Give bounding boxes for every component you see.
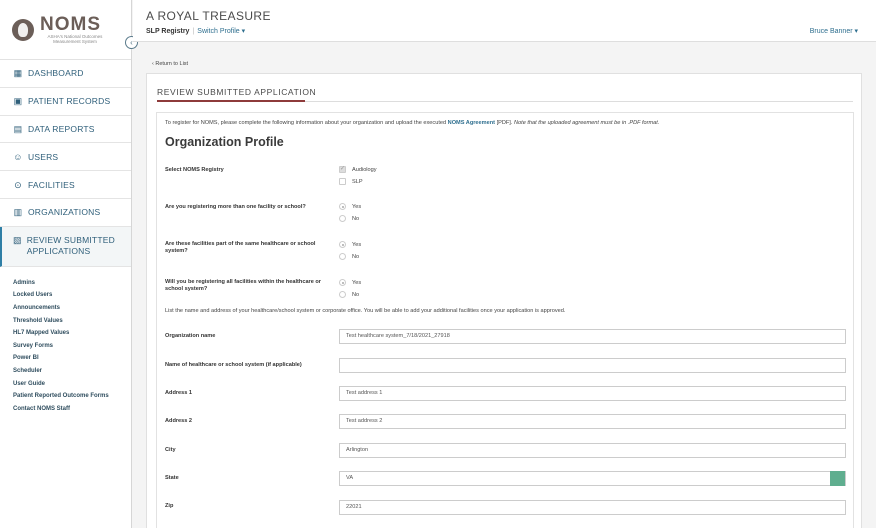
address1-input[interactable]: Test address 1 (339, 386, 846, 401)
link-announcements[interactable]: Announcements (13, 304, 61, 311)
q3-no-radio[interactable] (339, 291, 346, 298)
q3-no-option[interactable] (339, 291, 359, 298)
link-hl7-mapped-values[interactable]: HL7 Mapped Values (13, 330, 70, 337)
logo-subtitle: ASHA's National Outcomes Measurement System (47, 33, 103, 44)
q3-yes-radio[interactable] (339, 279, 346, 286)
zip-label: Zip (165, 503, 174, 509)
noms-logo[interactable] (0, 0, 131, 60)
address1-label: Address 1 (165, 390, 193, 396)
user-menu[interactable]: Bruce Banner ▾ (809, 28, 858, 35)
q2-no-radio[interactable] (339, 253, 346, 260)
records-icon: ▣ (13, 96, 23, 107)
q2-yes-radio[interactable] (339, 241, 346, 248)
link-scheduler[interactable]: Scheduler (13, 367, 43, 374)
link-power-bi[interactable]: Power BI (13, 355, 39, 362)
no-label: No (352, 291, 360, 298)
sidebar-item-label: DASHBOARD (28, 68, 84, 79)
sidebar-nav (0, 60, 131, 267)
slp-checkbox[interactable] (339, 178, 346, 185)
link-contact-noms-staff[interactable]: Contact NOMS Staff (13, 405, 70, 412)
return-to-list-link[interactable]: ‹ Return to List (152, 61, 189, 67)
card-title-underline (157, 100, 305, 102)
system-name-label: Name of healthcare or school system (if applicable) (165, 362, 302, 368)
sidebar-item-label: FACILITIES (28, 179, 75, 190)
address-instructions: List the name and address of your healthcare/school system or corporate office. You will be able to add your additional facilities once your application is approved. (165, 308, 566, 314)
audiology-label: Audiology (352, 166, 377, 173)
organization-name-label: Organization name (165, 333, 216, 339)
link-survey-forms[interactable]: Survey Forms (13, 342, 54, 349)
switch-profile-dropdown[interactable]: Switch Profile ▾ (197, 28, 246, 35)
sidebar-item-label: DATA REPORTS (28, 123, 95, 134)
sidebar-item-label: REVIEW SUBMITTED APPLICATIONS (26, 234, 115, 256)
users-icon: ☺ (13, 151, 23, 162)
yes-label: Yes (352, 279, 362, 286)
noms-agreement-link[interactable]: NOMS Agreement (447, 120, 496, 126)
q1-yes-option[interactable] (339, 203, 361, 210)
intro-prefix: To register for NOMS, please complete the following information about your organization and upload the executed (165, 120, 448, 126)
link-threshold-values[interactable]: Threshold Values (13, 317, 63, 324)
logo-title: NOMS (40, 13, 101, 35)
reports-icon: ▤ (13, 123, 23, 134)
applications-icon: ▧ (13, 234, 22, 245)
sidebar-item-patient-records[interactable] (0, 88, 131, 116)
registry-label: SLP Registry (146, 28, 190, 35)
audiology-option[interactable] (339, 166, 377, 173)
state-dropdown-button[interactable] (830, 471, 845, 486)
top-header (133, 0, 876, 42)
audiology-checkbox[interactable] (339, 166, 346, 173)
sidebar-item-facilities[interactable] (0, 171, 131, 199)
sidebar-item-organizations[interactable] (0, 199, 131, 227)
select-registry-label: Select NOMS Registry (165, 167, 224, 173)
intro-text (165, 120, 659, 126)
address2-input[interactable]: Test address 2 (339, 414, 846, 429)
address2-label: Address 2 (165, 418, 193, 424)
city-label: City (165, 447, 176, 453)
sidebar (0, 0, 132, 528)
state-value: VA (346, 475, 354, 481)
collapse-sidebar-button[interactable]: ‹ (125, 36, 138, 49)
q3-yes-option[interactable] (339, 279, 361, 286)
multiple-facilities-question: Are you registering more than one facility or school? (165, 204, 306, 210)
q1-no-radio[interactable] (339, 215, 346, 222)
all-facilities-question: Will you be registering all facilities within the healthcare or school system? (165, 279, 321, 292)
sidebar-item-label: USERS (28, 151, 59, 162)
organization-title: A ROYAL TREASURE (146, 9, 271, 23)
sidebar-admin-links (0, 267, 131, 416)
application-card (146, 73, 862, 528)
same-system-question: Are these facilities part of the same healthcare or school system? (165, 241, 316, 254)
system-name-input[interactable] (339, 358, 846, 373)
sidebar-item-label: ORGANIZATIONS (28, 207, 101, 218)
noms-logo-icon (12, 19, 34, 41)
link-locked-users[interactable]: Locked Users (13, 292, 53, 299)
sidebar-item-review-applications[interactable] (0, 227, 131, 267)
link-admins[interactable]: Admins (13, 279, 36, 286)
yes-label: Yes (352, 241, 362, 248)
organization-name-input[interactable]: Test healthcare system_7/18/2021_27918 (339, 329, 846, 344)
dashboard-icon: ▦ (13, 68, 23, 79)
slp-label: SLP (352, 178, 363, 185)
sidebar-item-label: PATIENT RECORDS (28, 96, 111, 107)
registry-separator: | (192, 28, 195, 35)
sidebar-item-dashboard[interactable] (0, 60, 131, 88)
no-label: No (352, 253, 360, 260)
intro-pdf-note: Note that the uploaded agreement must be in .PDF format. (513, 120, 660, 126)
intro-mid: [PDF]. (495, 120, 514, 126)
q1-no-option[interactable] (339, 215, 359, 222)
organizations-icon: ▥ (13, 207, 23, 218)
q2-no-option[interactable] (339, 253, 359, 260)
no-label: No (352, 215, 360, 222)
organization-profile-form (156, 112, 854, 528)
registry-bar (146, 27, 245, 35)
link-patient-reported-outcome-forms[interactable]: Patient Reported Outcome Forms (13, 393, 109, 400)
zip-input[interactable]: 22021 (339, 500, 846, 515)
organization-profile-heading: Organization Profile (165, 135, 284, 149)
state-select[interactable] (339, 471, 846, 486)
state-label: State (165, 475, 179, 481)
slp-option[interactable] (339, 178, 363, 185)
location-icon: ⊙ (14, 179, 22, 190)
card-title: REVIEW SUBMITTED APPLICATION (157, 87, 317, 97)
q1-yes-radio[interactable] (339, 203, 346, 210)
city-input[interactable]: Arlington (339, 443, 846, 458)
sidebar-item-users[interactable] (0, 143, 131, 171)
sidebar-item-data-reports[interactable] (0, 116, 131, 144)
yes-label: Yes (352, 203, 362, 210)
q2-yes-option[interactable] (339, 241, 361, 248)
link-user-guide[interactable]: User Guide (13, 380, 46, 387)
